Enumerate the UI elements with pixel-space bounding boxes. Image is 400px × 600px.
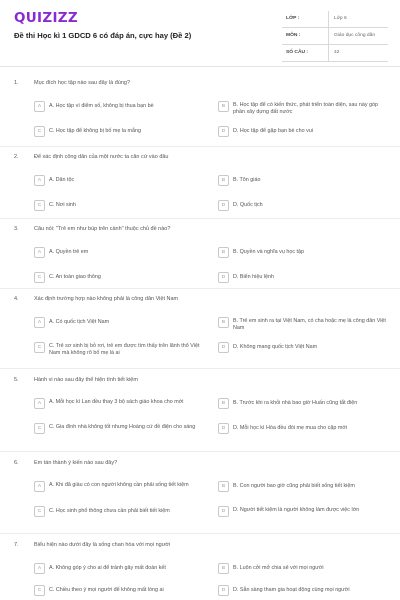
option-b[interactable] bbox=[218, 317, 388, 329]
option-letter: A bbox=[34, 481, 45, 492]
option-text: C. Trẻ sơ sinh bị bỏ rơi, trẻ em được tìm thấy trên lãnh thổ Việt Nam mà không rõ bố mẹ là ai bbox=[49, 343, 200, 356]
meta-key: SỐ CÂU : bbox=[286, 50, 309, 55]
question-number: 6. bbox=[14, 460, 19, 466]
option-letter: D bbox=[218, 200, 229, 211]
option-d[interactable] bbox=[218, 126, 388, 138]
option-letter: A bbox=[34, 247, 45, 258]
option-letter: A bbox=[34, 175, 45, 186]
question-number: 5. bbox=[14, 377, 19, 383]
option-b[interactable] bbox=[218, 175, 388, 187]
question-divider bbox=[0, 218, 400, 219]
question-divider bbox=[0, 368, 400, 369]
option-letter: C bbox=[34, 423, 45, 434]
option-text: D. Không mang quốc tịch Việt Nam bbox=[233, 344, 318, 350]
meta-row-count bbox=[282, 45, 388, 62]
option-a[interactable] bbox=[34, 317, 204, 329]
document-header bbox=[0, 0, 400, 62]
option-a[interactable] bbox=[34, 398, 204, 410]
option-c[interactable] bbox=[34, 272, 204, 284]
option-text: C. Học sinh phổ thông chưa cần phải biết tiết kiệm bbox=[49, 508, 170, 514]
option-text: A. Dân tộc bbox=[49, 177, 75, 183]
option-c[interactable] bbox=[34, 585, 204, 597]
option-text: D. Biển hiệu lệnh bbox=[233, 274, 275, 280]
question-number: 1. bbox=[14, 80, 19, 86]
option-letter: C bbox=[34, 506, 45, 517]
option-letter: B bbox=[218, 247, 229, 258]
option-letter: B bbox=[218, 101, 229, 112]
option-letter: B bbox=[218, 317, 229, 328]
document-title: Đề thi Học kì 1 GDCD 6 có đáp án, cực hay (Đề 2) bbox=[14, 31, 192, 40]
meta-key: LỚP : bbox=[286, 16, 300, 21]
option-d[interactable] bbox=[218, 423, 388, 435]
question-text: Biểu hiện nào dưới đây là sống chan hòa với mọi người bbox=[34, 542, 171, 548]
option-letter: A bbox=[34, 398, 45, 409]
option-text: C. Học tập để không bị bố mẹ la mắng bbox=[49, 128, 141, 134]
option-letter: D bbox=[218, 342, 229, 353]
option-text: A. Học tập vì điểm số, không bị thua bạn bè bbox=[49, 103, 154, 109]
option-letter: C bbox=[34, 126, 45, 137]
question-text: Mục đích học tập nào sau đây là đúng? bbox=[34, 80, 131, 86]
option-letter: D bbox=[218, 423, 229, 434]
option-text: D. Người tiết kiệm là người không làm được việc lớn bbox=[233, 507, 360, 513]
option-text: D. Học tập để gặp bạn bè cho vui bbox=[233, 128, 314, 134]
question-text: Xác định trường hợp nào không phải là công dân Việt Nam bbox=[34, 296, 179, 302]
option-text: B. Tôn giáo bbox=[233, 177, 261, 183]
option-text: C. An toàn giao thông bbox=[49, 274, 101, 280]
option-text: A. Quyền trẻ em bbox=[49, 249, 89, 255]
meta-key: MÔN : bbox=[286, 33, 301, 38]
option-d[interactable] bbox=[218, 506, 388, 518]
option-letter: D bbox=[218, 506, 229, 517]
option-text: C. Gia đình nhà không tốt nhưng Hoàng cứ đề điện cho sáng bbox=[49, 424, 196, 430]
option-c[interactable] bbox=[34, 342, 204, 354]
option-text: A. Mỗi học kì Lan đều thay 3 bộ sách giáo khoa cho mới bbox=[49, 399, 184, 405]
option-text: A. Khi đã giàu có con người không cần phải sống tiết kiệm bbox=[49, 482, 189, 488]
option-text: B. Luôn cởi mở chia sẻ với mọi người bbox=[233, 565, 324, 571]
meta-value: 42 bbox=[334, 50, 340, 55]
option-letter: C bbox=[34, 585, 45, 596]
option-b[interactable] bbox=[218, 398, 388, 410]
meta-row-subject bbox=[282, 28, 388, 45]
question-number: 7. bbox=[14, 542, 19, 548]
option-letter: A bbox=[34, 317, 45, 328]
question-divider bbox=[0, 288, 400, 289]
quizizz-logo: QUIZIZZ bbox=[14, 10, 78, 26]
question-number: 3. bbox=[14, 226, 19, 232]
option-c[interactable] bbox=[34, 423, 204, 435]
question-text: Em tán thành ý kiến nào sau đây? bbox=[34, 460, 118, 466]
option-letter: C bbox=[34, 342, 45, 353]
option-c[interactable] bbox=[34, 506, 204, 518]
question-divider bbox=[0, 146, 400, 147]
option-text: B. Trẻ em sinh ra tại Việt Nam, có cha hoặc mẹ là công dân Việt Nam bbox=[233, 318, 386, 331]
option-a[interactable] bbox=[34, 247, 204, 259]
option-letter: B bbox=[218, 175, 229, 186]
option-text: B. Trước khi ra khỏi nhà bao giờ Huấn cũng tắt điện bbox=[233, 400, 358, 406]
option-a[interactable] bbox=[34, 101, 204, 113]
option-letter: D bbox=[218, 272, 229, 283]
option-letter: A bbox=[34, 101, 45, 112]
option-c[interactable] bbox=[34, 200, 204, 212]
option-letter: B bbox=[218, 563, 229, 574]
question-text: Để xác định công dân của một nước ta căn cứ vào đâu bbox=[34, 154, 169, 160]
option-a[interactable] bbox=[34, 563, 204, 575]
option-text: A. Không góp ý cho ai để tránh gây mất đoàn kết bbox=[49, 565, 166, 571]
meta-value: Lớp 6 bbox=[334, 16, 347, 21]
option-letter: B bbox=[218, 398, 229, 409]
question-number: 4. bbox=[14, 296, 19, 302]
question-divider bbox=[0, 451, 400, 452]
option-letter: C bbox=[34, 272, 45, 283]
option-d[interactable] bbox=[218, 272, 388, 284]
option-text: A. Có quốc tịch Việt Nam bbox=[49, 319, 110, 325]
option-letter: D bbox=[218, 126, 229, 137]
question-text: Câu nói: "Trẻ em như búp trên cành" thuộc chủ đề nào? bbox=[34, 226, 171, 232]
question-number: 2. bbox=[14, 154, 19, 160]
option-text: D. Sẵn sàng tham gia hoạt động cùng mọi người bbox=[233, 587, 350, 593]
option-d[interactable] bbox=[218, 585, 388, 597]
option-text: C. Nơi sinh bbox=[49, 202, 76, 208]
option-text: D. Quốc tịch bbox=[233, 202, 263, 208]
option-letter: B bbox=[218, 481, 229, 492]
option-b[interactable] bbox=[218, 101, 388, 113]
option-text: B. Con người bao giờ cũng phải biết sống tiết kiệm bbox=[233, 483, 355, 489]
meta-table bbox=[282, 11, 388, 62]
question-divider bbox=[0, 533, 400, 534]
option-letter: C bbox=[34, 200, 45, 211]
option-letter: D bbox=[218, 585, 229, 596]
option-b[interactable] bbox=[218, 481, 388, 493]
meta-value: Giáo dục công dân bbox=[334, 33, 376, 38]
option-d[interactable] bbox=[218, 200, 388, 212]
option-text: C. Chiều theo ý mọi người để không mất lòng ai bbox=[49, 587, 164, 593]
header-divider bbox=[0, 66, 400, 67]
option-a[interactable] bbox=[34, 175, 204, 187]
option-text: D. Mỗi học kì Hòa đều đòi mẹ mua cho cặp mới bbox=[233, 425, 348, 431]
option-letter: A bbox=[34, 563, 45, 574]
meta-row-class bbox=[282, 11, 388, 28]
option-b[interactable] bbox=[218, 247, 388, 259]
option-a[interactable] bbox=[34, 481, 204, 493]
option-d[interactable] bbox=[218, 342, 388, 354]
option-text: B. Học tập để có kiến thức, phát triển toàn diện, sau này góp phần xây dựng đất nước bbox=[233, 102, 379, 115]
question-text: Hành vi nào sau đây thể hiện tính tiết kiệm bbox=[34, 377, 138, 383]
option-text: B. Quyền và nghĩa vụ học tập bbox=[233, 249, 305, 255]
option-b[interactable] bbox=[218, 563, 388, 575]
option-c[interactable] bbox=[34, 126, 204, 138]
